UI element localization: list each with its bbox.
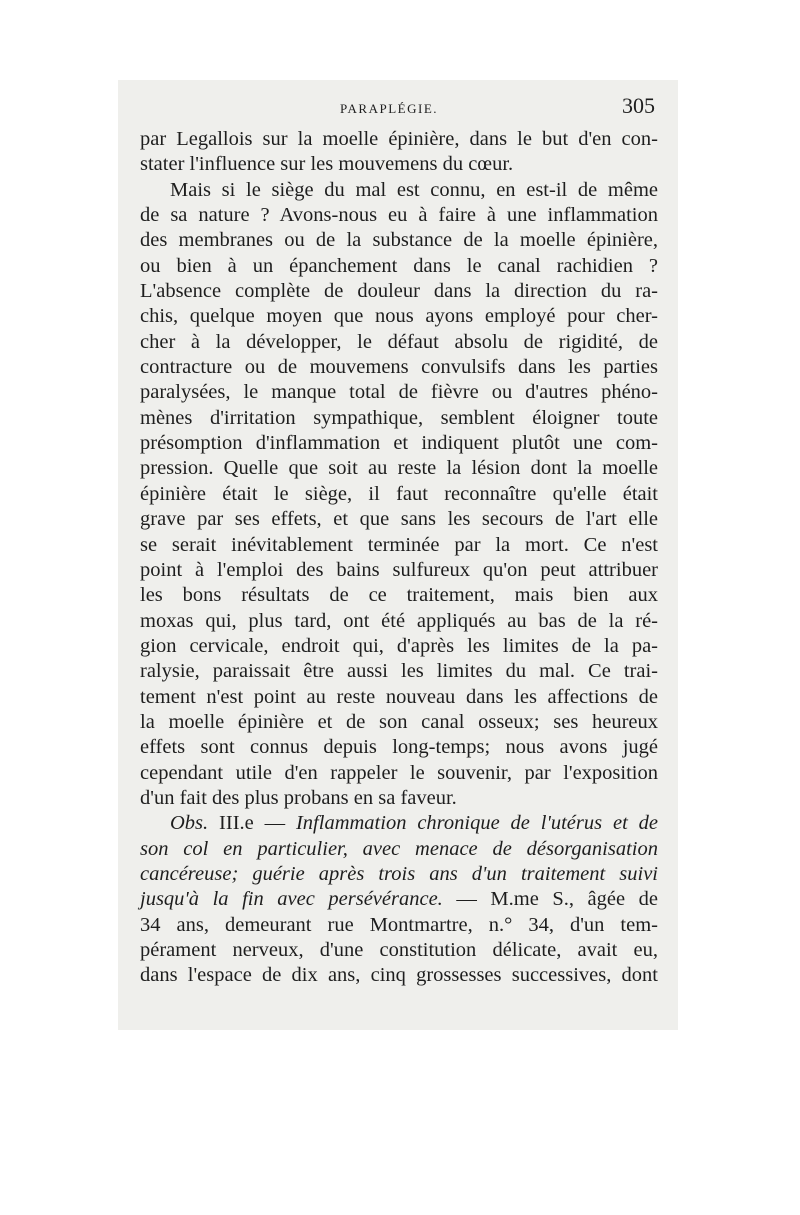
text-line: de sa nature ? Avons-nous eu à faire à une inflammation [140,204,658,227]
text-line: paralysées, le manque total de fièvre ou d'autres phéno- [140,381,658,404]
text-line: ou bien à un épanchement dans le canal rachidien ? [140,254,658,277]
observation-title-end: jusqu'à la fin avec persévérance. [140,888,443,911]
text-line: pérament nerveux, d'une constitution délicate, avait eu, [140,939,658,961]
observation-title-end-line [140,887,658,912]
text-line: gion cervicale, endroit qui, d'après les limites de la pa- [140,634,658,657]
text-line: des membranes ou de la substance de la moelle épinière, [140,229,658,252]
observation-number: III.e — [208,812,296,835]
text-line: par Legallois sur la moelle épinière, dans le but d'en con- [140,128,658,150]
text-line: les bons résultats de ce traitement, mais bien aux [140,584,658,607]
body-text [140,127,658,989]
patient-intro: — M.me S., âgée de [442,888,658,911]
text-line: la moelle épinière et de son canal osseux; ses heureux [140,710,658,733]
page-number: 305 [622,93,655,118]
text-line: présomption d'inflammation et indiquent plutôt une com- [140,432,658,455]
text-line: contracture ou de mouvemens convulsifs dans les parties [140,356,658,379]
text-line: d'un fait des plus probans en sa faveur. [140,786,457,809]
text-line: pression. Quelle que soit au reste la lésion dont la moelle [140,457,658,480]
text-line: dans l'espace de dix ans, cinq grossesses successives, dont [140,964,658,987]
text-line: chis, quelque moyen que nous ayons employé pour cher- [140,305,658,328]
text-line: grave par ses effets, et que sans les secours de l'art elle [140,508,658,531]
text-line: effets sont connus depuis long-temps; nous avons jugé [140,736,658,759]
text-line: épinière était le siège, il faut reconnaître qu'elle était [140,482,658,505]
text-line: point à l'emploi des bains sulfureux qu'on peut attribuer [140,558,658,581]
text-line: tement n'est point au reste nouveau dans les affections de [140,685,658,708]
text-line: ralysie, paraissait être aussi les limites du mal. Ce trai- [140,660,658,683]
observation-label: Obs. [170,812,209,835]
text-line: se serait inévitablement terminée par la mort. Ce n'est [140,533,658,556]
text-line: Mais si le siège du mal est connu, en est-il de même [170,178,658,201]
text-line: cependant utile d'en rappeler le souvenir, par l'exposition [140,761,658,784]
observation-title-line: cancéreuse; guérie après trois ans d'un traitement suivi [140,862,658,885]
observation-heading-line [140,811,658,836]
page-header [140,93,655,123]
text-line: mènes d'irritation sympathique, semblent éloigner toute [140,406,658,429]
text-line: stater l'influence sur les mouvemens du cœur. [140,153,514,176]
running-head: PARAPLÉGIE. [340,101,439,116]
observation-title-start: Inflammation chronique de l'utérus et de [295,812,658,835]
text-line: moxas qui, plus tard, ont été appliqués au bas de la ré- [140,609,658,632]
observation-title-line: son col en particulier, avec menace de désorganisation [140,837,658,860]
text-line: cher à la développer, le défaut absolu de rigidité, de [140,330,658,353]
text-line: L'absence complète de douleur dans la direction du ra- [140,280,658,303]
text-line: 34 ans, demeurant rue Montmartre, n.° 34, d'un tem- [140,913,658,936]
